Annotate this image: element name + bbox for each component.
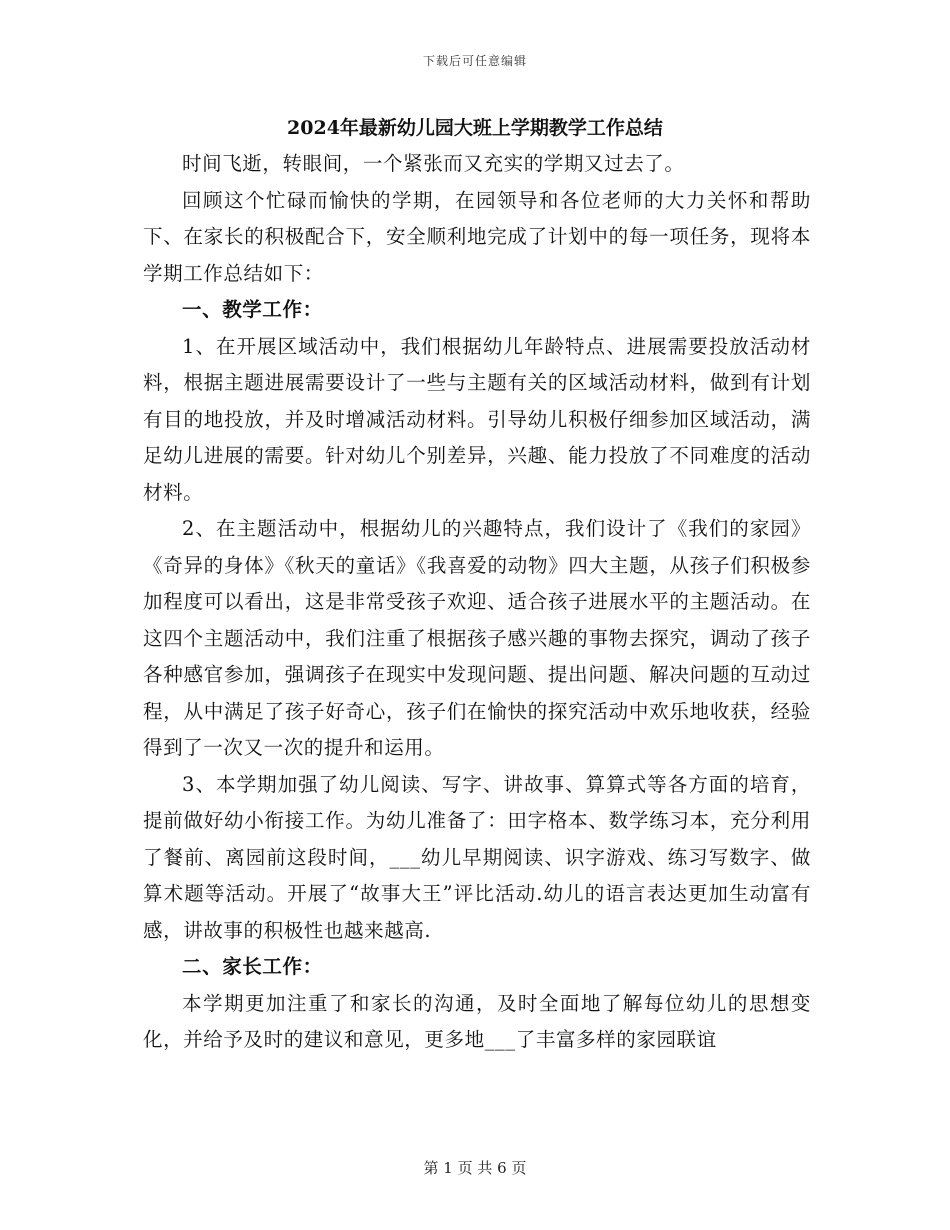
section-heading-parents: 二、家长工作：: [182, 955, 323, 978]
section-heading-teaching: 一、教学工作：: [182, 298, 323, 321]
paragraph-parents: 本学期更加注重了和家长的沟通，及时全面地了解每位幼儿的思想变化，并给予及时的建议和意见，更多地___了丰富多样的家园联谊: [143, 991, 811, 1051]
paragraph-teaching-1: 1、在开展区域活动中，我们根据幼儿年龄特点、进展需要投放活动材料，根据主题进展需要设计了一些与主题有关的区域活动材料，做到有计划有目的地投放，并及时增减活动材料。引导幼儿积极仔细参加区域活动，满足幼儿进展的需要。针对幼儿个别差异，兴趣、能力投放了不同难度的活动材料。: [143, 334, 811, 504]
paragraph-teaching-2: 2、在主题活动中，根据幼儿的兴趣特点，我们设计了《我们的家园》《奇异的身体》《秋天的童话》《我喜爱的动物》四大主题，从孩子们积极参加程度可以看出，这是非常受孩子欢迎、适合孩子进展水平的主题活动。在这四个主题活动中，我们注重了根据孩子感兴趣的事物去探究，调动了孩子各种感官参加，强调孩子在现实中发现问题、提出问题、解决问题的互动过程，从中满足了孩子好奇心，孩子们在愉快的探究活动中欢乐地收获，经验得到了一次又一次的提升和运用。: [143, 517, 811, 759]
paragraph-review: 回顾这个忙碌而愉快的学期，在园领导和各位老师的大力关怀和帮助下、在家长的积极配合下，安全顺利地完成了计划中的每一项任务，现将本学期工作总结如下：: [143, 188, 811, 285]
paragraph-teaching-3: 3、本学期加强了幼儿阅读、写字、讲故事、算算式等各方面的培育，提前做好幼小衔接工作。为幼儿准备了：田字格本、数学练习本，充分利用了餐前、离园前这段时间，___幼儿早期阅读、识字游戏、练习写数字、做算术题等活动。开展了“故事大王”评比活动.幼儿的语言表达更加生动富有感，讲故事的积极性也越来越高.: [143, 772, 811, 942]
paragraph-intro: 时间飞逝，转眼间，一个紧张而又充实的学期又过去了。: [182, 152, 685, 175]
page-number: 第 1 页 共 6 页: [423, 1159, 527, 1177]
document-title: 2024年最新幼儿园大班上学期教学工作总结: [287, 117, 663, 139]
page-header-note: 下载后可任意编辑: [422, 54, 527, 68]
document-body: [143, 146, 811, 1059]
